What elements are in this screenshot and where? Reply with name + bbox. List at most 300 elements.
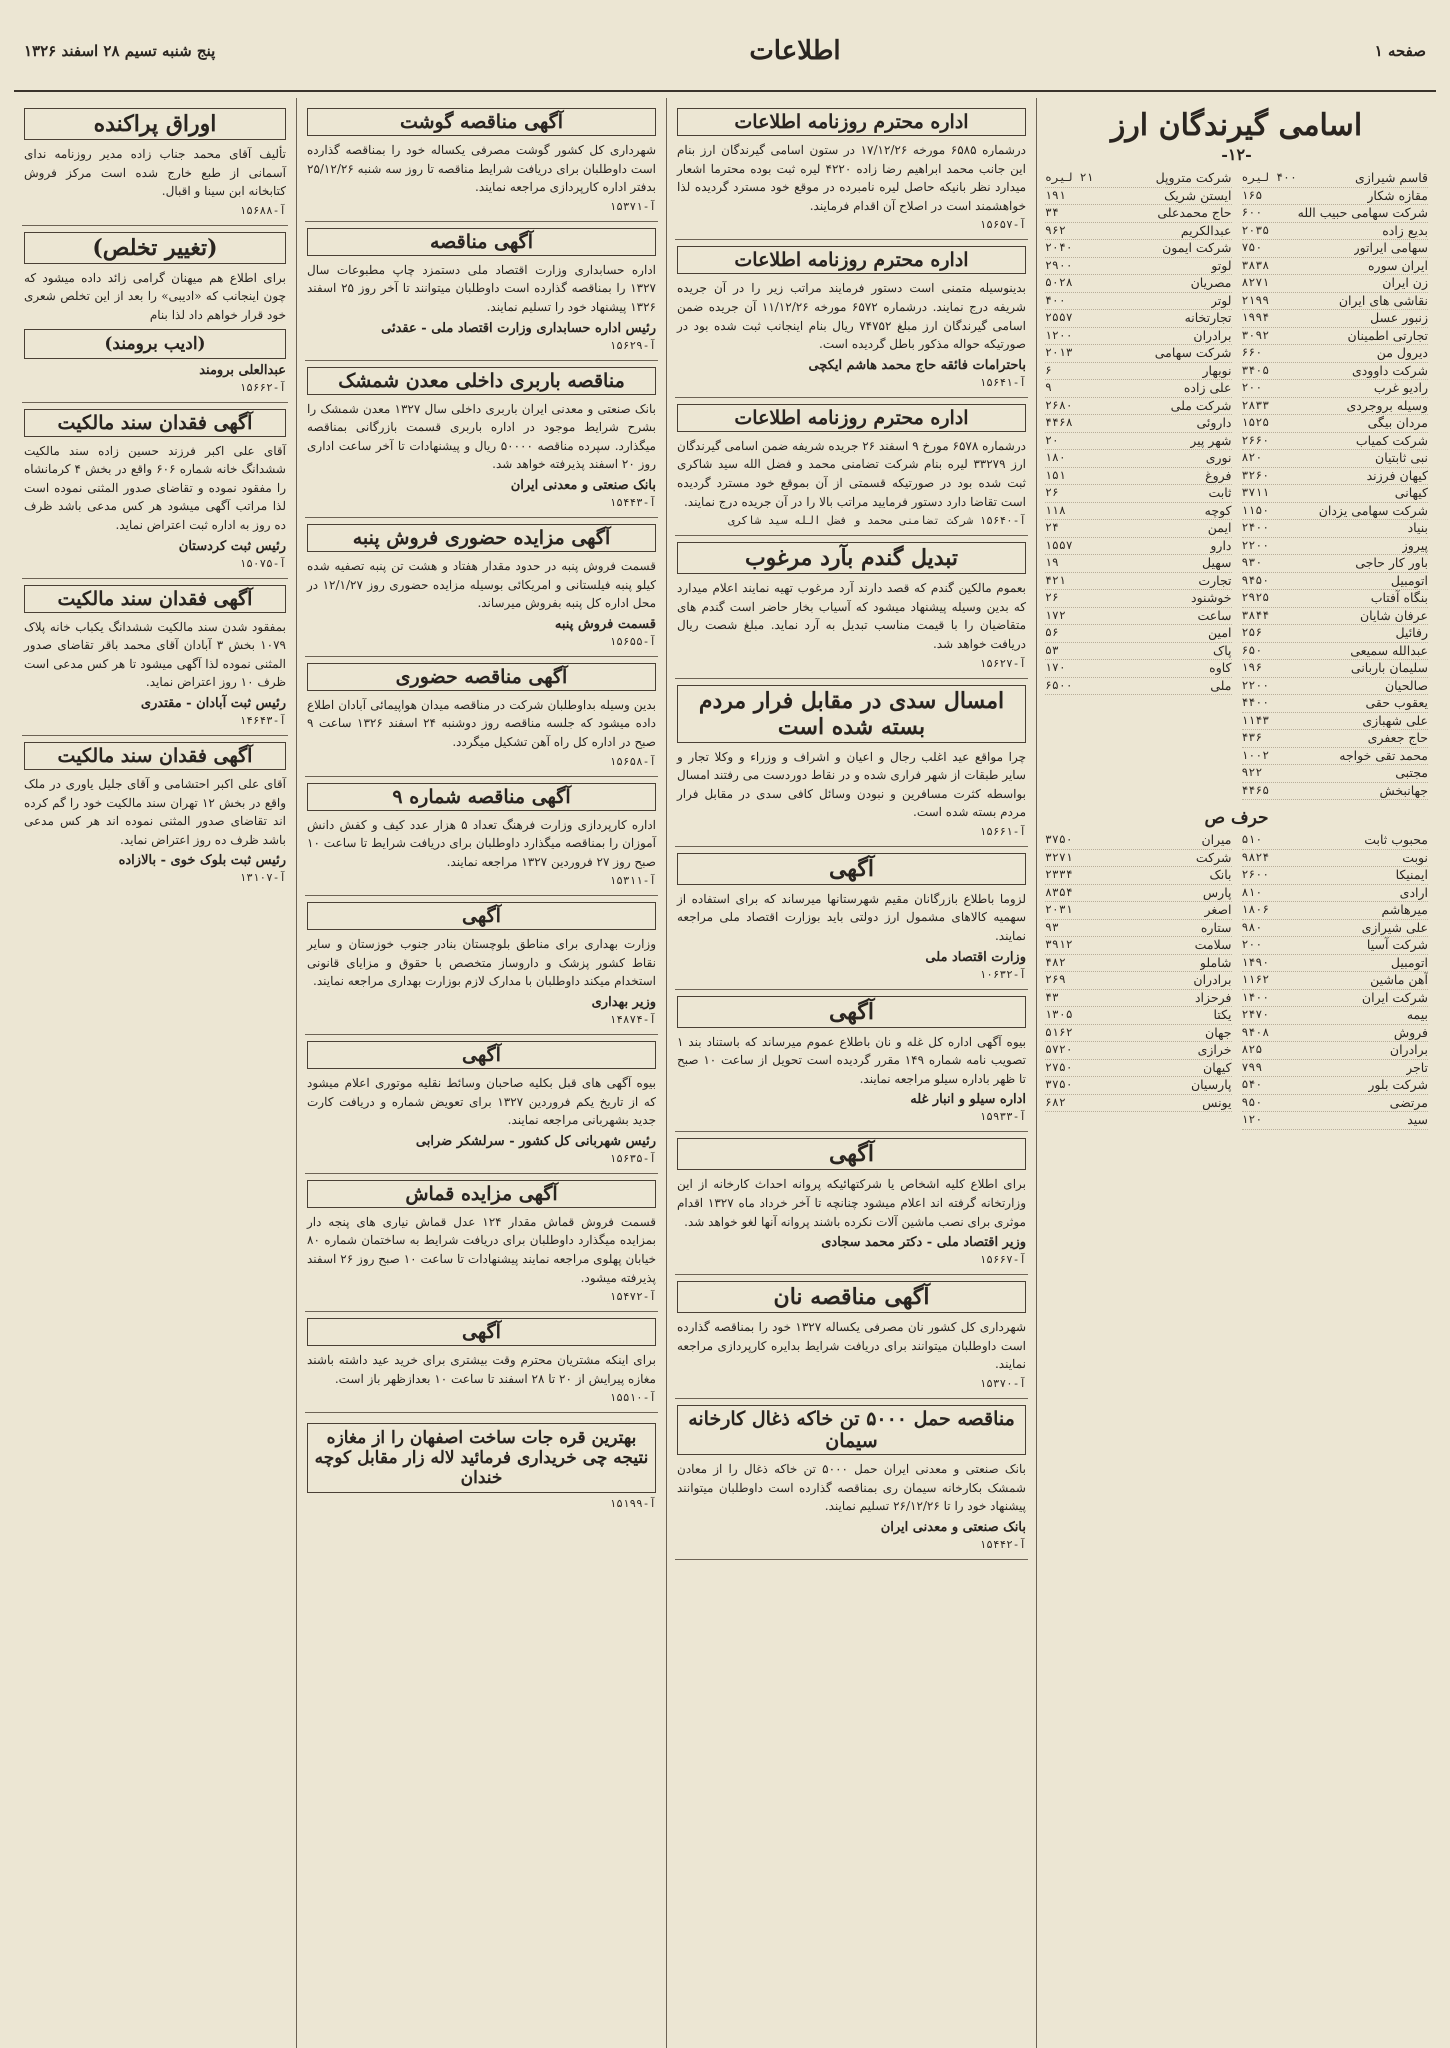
ledger-row — [1045, 608, 1232, 626]
recipient-amount: ۲۲۰۰ — [1241, 677, 1270, 692]
recipient-name: شرکت سهامی — [1154, 345, 1232, 360]
ad-title: آگهی مناقصه شماره ۹ — [307, 783, 656, 811]
ledger-row — [1045, 275, 1232, 293]
recipient-amount: ۵۴۰ — [1241, 1077, 1263, 1091]
recipient-name: ایمنیکا — [1395, 867, 1428, 882]
recipient-amount: ۱۹۶ — [1241, 660, 1263, 674]
recipient-name: قاسم شیرازی — [1355, 170, 1428, 185]
recipient-amount: ۲۰۳۵ — [1241, 222, 1270, 237]
ad-body: بیوه آگهی های قبل بکلیه صاحبان وسائط نقلیه موتوری اعلام میشود که از تاریخ یکم فروردین ۱۳۲۷ برای تعویض شماره و دریافت کارت جدید بشهربانی مراجعه نمایند. — [307, 1076, 656, 1128]
ledger-row — [1242, 240, 1429, 258]
ad-ref: آ-۱۵۶۳۵ — [609, 1151, 656, 1165]
ad-title: آگهی — [677, 853, 1026, 885]
recipient-name: خوشنود — [1191, 590, 1232, 605]
ledger-row — [1045, 398, 1232, 416]
ad-body: برای اطلاع هم میهنان گرامی زائد داده میشود که چون اینجانب که «ادیبی» را بعد از این تخلص شعری خود قرار خواهم داد لذا بنام — [24, 270, 286, 322]
recipient-name: جهانبخش — [1379, 782, 1428, 798]
ad-ref: آ-۱۵۴۷۲ — [609, 1290, 656, 1304]
recipient-name: بانک — [1209, 867, 1232, 882]
recipient-amount: ۹۸۰ — [1241, 919, 1263, 934]
ad-ref: آ-۱۵۳۷۱ — [609, 199, 656, 213]
recipient-name: شرکت کمیاب — [1355, 432, 1428, 448]
recipient-amount: ۱۴۰۰ — [1241, 989, 1270, 1004]
recipient-name: شرکت سهامی یزدان — [1318, 502, 1428, 518]
notice-ad — [22, 226, 288, 403]
ledger-row — [1242, 468, 1429, 486]
recipient-amount: ۱۲۰۰ — [1045, 327, 1073, 342]
recipient-amount: ۹۸۲۴ — [1241, 849, 1270, 864]
recipient-name: شهر پیر — [1190, 432, 1232, 448]
notice-ad — [675, 679, 1028, 847]
recipient-amount: ۴۳ — [1045, 989, 1059, 1004]
ad-ref: آ-۱۵۶۵۸ — [609, 754, 656, 768]
ad-sign: رئیس ثبت کردستان — [178, 538, 286, 554]
recipient-amount: ۲۴۷۰ — [1241, 1007, 1270, 1021]
recipient-name: برادران — [1193, 327, 1232, 343]
ad-title: آگهی — [677, 996, 1026, 1028]
ledger-row — [1045, 1077, 1232, 1095]
notice-ad — [675, 847, 1028, 990]
ledger-row — [1045, 258, 1232, 276]
ads-column-2 — [666, 98, 1036, 2048]
recipient-amount: ۲۰۴۰ — [1045, 240, 1073, 254]
ad-sign: رئیس ثبت آبادان - مقتدری — [140, 695, 286, 711]
recipient-name: مقازه شکار — [1367, 187, 1428, 203]
ledger-row — [1242, 223, 1429, 241]
ledger-row — [1045, 678, 1232, 696]
recipient-amount: ۱۱۶۲ — [1241, 972, 1270, 986]
recipient-name: بدیع زاده — [1382, 222, 1428, 238]
recipient-name: نوبت — [1402, 849, 1428, 865]
section-heading: حرف ص — [1204, 808, 1269, 828]
recipient-amount: ۳۸۳۸ — [1241, 257, 1270, 272]
recipient-amount: ۱۸۰ — [1045, 450, 1066, 464]
ledger-row — [1045, 468, 1232, 486]
notice-ad — [675, 1399, 1028, 1560]
ledger-row — [1045, 1025, 1232, 1043]
ledger-row — [1242, 310, 1429, 328]
ledger-row — [1242, 170, 1429, 188]
ledger-row — [1242, 1112, 1429, 1130]
recipient-amount: ۹۶۲ — [1045, 222, 1066, 237]
recipient-amount: ۴۳۶ — [1241, 730, 1263, 744]
notice-ad — [305, 1035, 658, 1174]
recipient-name: علی شهبازی — [1362, 712, 1428, 728]
recipient-amount: ۱۵۵۷ — [1045, 537, 1073, 552]
ad-sign: رئیس شهربانی کل کشور - سرلشکر ضرابی — [415, 1133, 656, 1149]
ledger-row — [1242, 433, 1429, 451]
ad-body: بانک صنعتی و معدنی ایران باربری داخلی سال ۱۳۲۷ معدن شمشک را بشرح شرایط موجود در اداره باربری قسمت بازرگانی بمناقصه میگذارد. سپرده مناقصه ۵۰۰۰۰ ریال و پیشنهادات تا آخر ساعت اداری روز ۲۰ اسفند پذیرفته خواهد شد. — [307, 401, 656, 472]
ledger-row — [1242, 590, 1429, 608]
recipient-amount: ۳۷۵۰ — [1045, 832, 1073, 846]
ad-title: تبدیل گندم بآرد مرغوب — [677, 542, 1026, 574]
masthead — [14, 12, 1436, 92]
currency-title: اسامی گیرندگان ارز — [1110, 108, 1363, 143]
notice-ad — [22, 736, 288, 892]
notice-ad — [22, 102, 288, 226]
recipient-amount: ۲۱۹۹ — [1241, 292, 1270, 307]
ledger-row — [1242, 1095, 1429, 1113]
ledger-row — [1045, 293, 1232, 311]
ledger-row — [1242, 660, 1429, 678]
recipient-amount: ۲۰۰ — [1241, 380, 1263, 394]
ad-body: درشماره ۶۵۸۵ مورخه ۱۷/۱۲/۲۶ در ستون اسامی گیرندگان ارز بنام این جانب محمد ابراهیم رضا زاده ۴۲۲۰ لیره ثبت بوده محترما اشعار میدارد نظر بانیکه حاصل لیره نامبرده در موقع خود مسترد گردیده لذا خواهشمند است در اصلاح آن اقدام فرمایند. — [677, 143, 1027, 213]
ledger-row — [1242, 503, 1429, 521]
recipient-name: سلیمان باربانی — [1350, 660, 1428, 675]
ad-ref: آ-۱۵۶۵۵ — [609, 634, 656, 648]
recipient-amount: ۲۳۳۴ — [1045, 867, 1073, 881]
notice-ad — [305, 896, 658, 1035]
recipient-amount: ۴۰۰ لیره — [1241, 170, 1297, 184]
recipient-name: پارسیان — [1190, 1077, 1232, 1092]
recipient-amount: ۳۲۷۱ — [1045, 849, 1073, 864]
ledger-row — [1242, 363, 1429, 381]
recipient-amount: ۲۴۰۰ — [1241, 520, 1270, 534]
ad-ref: آ-۱۵۶۵۷ — [979, 218, 1026, 232]
ledger-row — [1242, 730, 1429, 748]
notice-ad — [675, 1275, 1028, 1399]
recipient-amount: ۳۹۱۲ — [1045, 937, 1073, 951]
ledger-row — [1242, 1042, 1429, 1060]
recipient-name: اصغر — [1204, 902, 1232, 917]
recipient-name: پیروز — [1401, 537, 1428, 553]
recipient-name: مرتضی — [1389, 1094, 1428, 1110]
recipient-name: ملی — [1210, 677, 1232, 693]
recipient-amount: ۱۱۴۳ — [1241, 712, 1270, 727]
recipient-amount: ۱۷۲ — [1045, 607, 1066, 622]
recipient-name: لوتو — [1211, 257, 1232, 273]
recipient-amount: ۵۱۰ — [1241, 832, 1263, 846]
ad-sign: قسمت فروش پنبه — [554, 616, 656, 632]
ledger-row — [1242, 850, 1429, 868]
page-label: صفحه ۱ — [1374, 42, 1426, 60]
ledger-row — [1045, 1007, 1232, 1025]
notice-ad — [675, 536, 1028, 678]
recipient-name: تاجر — [1406, 1059, 1428, 1075]
ad-sign: وزارت اقتصاد ملی — [925, 949, 1026, 965]
ad-sign: بانک صنعتی و معدنی ایران — [880, 1519, 1026, 1535]
recipient-name: داروئی — [1196, 415, 1232, 430]
ledger-row — [1045, 345, 1232, 363]
ledger-row — [1045, 223, 1232, 241]
ad-title: آگهی فقدان سند مالکیت — [24, 585, 286, 613]
recipient-name: شرکت سهامی حبیب الله — [1297, 205, 1428, 220]
recipient-name: اتومبیل — [1390, 572, 1428, 588]
notice-ad — [305, 1174, 658, 1312]
ledger-row — [1045, 643, 1232, 661]
ledger-row — [1242, 258, 1429, 276]
recipient-name: شاملو — [1199, 954, 1232, 970]
ledger-row — [1045, 555, 1232, 573]
recipient-amount: ۱۰۰۲ — [1241, 747, 1270, 762]
recipient-name: امین — [1208, 625, 1232, 640]
recipient-amount: ۲۰۰ — [1241, 937, 1263, 951]
recipient-name: ثابت — [1208, 485, 1232, 500]
recipient-amount: ۱۸۰۶ — [1241, 902, 1270, 916]
ledger-row — [1242, 345, 1429, 363]
recipient-amount: ۵۱۶۲ — [1045, 1024, 1073, 1039]
ledger-row — [1045, 850, 1232, 868]
recipient-amount: ۶۸۲ — [1045, 1094, 1066, 1109]
ledger-row — [1242, 275, 1429, 293]
recipient-amount: ۱۳۰۵ — [1045, 1007, 1073, 1021]
ad-body: درشماره ۶۵۷۸ مورخ ۹ اسفند ۲۶ جریده شریفه ضمن اسامی گیرندگان ارز ۳۳۲۷۹ لیره بنام شرکت تضامنی محمد و فضل الله سید شاکری ثبت شده بود در صورتیکه قسمتی از آن بموقع خود مسترد گردیده است تقاضا دارد دستور فرمایید مراتب بالا را در آن جریده درج نمایند. — [677, 438, 1026, 509]
recipient-amount: ۴۲۱ — [1045, 572, 1066, 587]
recipient-amount: ۲۰۱۳ — [1045, 345, 1073, 359]
recipient-name: یکتا — [1213, 1007, 1232, 1022]
recipient-name: تجارتخانه — [1184, 310, 1232, 325]
recipient-amount: ۱۲۰ — [1241, 1112, 1263, 1126]
ad-body: لزوما باطلاع بازرگانان مقیم شهرستانها میرساند که برای استفاده از سهمیه کالاهای مشمول ارز دولتی باید بوزارت اقتصاد ملی مراجعه نمایند. — [677, 891, 1026, 944]
ledger-row — [1242, 937, 1429, 955]
ad-title: اداره محترم روزنامه اطلاعات — [677, 246, 1026, 274]
ad-body: اداره کارپردازی وزارت فرهنگ تعداد ۵ هزار عدد کیف و کفش دانش آموزان را بمناقصه میگذارد داوطلبان برای دریافت شرایط تا ساعت ۱۰ صبح روز ۲۷ فروردین ۱۳۲۷ مراجعه نمایند. — [307, 817, 656, 869]
notice-ad — [675, 102, 1028, 240]
ad-body: قسمت فروش قماش مقدار ۱۲۴ عدل قماش نیاری های پنجه دار بمزایده میگذارد داوطلبان برای دریافت شرایط به ساختمان شماره ۸۰ خیابان پهلوی مراجعه نمایند پیشنهادات تا ساعت ۱۰ صبح روز ۲۶ اسفند پذیرفته میشود. — [307, 1214, 657, 1285]
ad-ref: آ-۱۵۳۷۰ — [979, 1377, 1026, 1390]
ad-ref: آ-۱۵۳۱۱ — [609, 874, 656, 888]
recipient-amount: ۹۴۰۸ — [1241, 1024, 1270, 1039]
recipient-name: حاج جعفری — [1367, 730, 1428, 745]
ledger-row — [1045, 990, 1232, 1008]
recipient-amount: ۹۲۲ — [1241, 765, 1263, 779]
recipient-name: بنیاد — [1407, 520, 1428, 535]
recipient-amount: ۳۴ — [1045, 205, 1059, 219]
ad-ref: آ-۱۳۱۰۷ — [239, 871, 286, 885]
columns — [14, 98, 1436, 2048]
ledger-row — [1242, 485, 1429, 503]
ad-body: آقای علی اکبر فرزند حسین زاده سند مالکیت ششدانگ خانه شماره ۶۰۶ واقع در بخش ۴ کرمانشاه را مفقود نموده و تقاضای صدور المثنی نموده است لذا مراتب آگهی میشود هر کس مدعی باشد ظرف ده روز به اداره ثبت اعتراض نماید. — [24, 443, 286, 532]
ad-body: چرا مواقع عید اغلب رجال و اعیان و اشراف و وزراء و وکلا تجار و سایر طبقات از شهر فراری شده و در نقاط دوردست می رفتند امسال بواسطه کثرت مسافرین و نبودن وسائل کافی سدی در مقابل فرار مردم بسته شده است. — [677, 749, 1026, 820]
ad-body: قسمت فروش پنبه در حدود مقدار هفتاد و هشت تن پنبه تصفیه شده کیلو پنبه فیلستانی و امریکائی بوسیله مزایده حضوری روز ۱۲/۱/۲۷ در محل اداره کل پنبه بفروش میرساند. — [307, 558, 656, 611]
recipient-name: پاک — [1213, 642, 1232, 658]
ad-ref: آ-۱۵۶۶۲ — [239, 380, 286, 394]
ledger-row — [1242, 695, 1429, 713]
recipient-amount: ۱۷۰ — [1045, 660, 1066, 674]
currency-number: -۱۲- — [1221, 145, 1252, 164]
ledger-row — [1045, 867, 1232, 885]
recipient-name: کیهانی — [1394, 485, 1428, 500]
highlight-name: (ادیب برومند) — [24, 329, 286, 359]
recipient-name: سید — [1407, 1112, 1428, 1127]
recipient-amount: ۹۴۵۰ — [1241, 572, 1270, 587]
ledger-row — [1045, 240, 1232, 258]
ad-title: اوراق پراکنده — [24, 108, 286, 140]
recipient-amount: ۳۸۴۴ — [1241, 607, 1270, 622]
recipient-name: شرکت — [1195, 849, 1232, 865]
recipient-name: میران — [1201, 832, 1232, 847]
ads-column-3 — [296, 98, 666, 2048]
recipient-name: آهن ماشین — [1370, 972, 1428, 987]
recipient-name: برادران — [1389, 1042, 1428, 1057]
recipient-amount: ۹۳ — [1045, 919, 1059, 934]
ledger-row — [1045, 590, 1232, 608]
ledger-row — [1242, 1025, 1429, 1043]
recipient-amount: ۳۰۹۲ — [1241, 327, 1270, 342]
recipient-name: شرکت ملی — [1170, 397, 1232, 413]
recipient-name: زنبور عسل — [1370, 310, 1428, 325]
recipient-name: بیمه — [1406, 1007, 1428, 1022]
recipient-amount: ۲۶ — [1045, 485, 1059, 499]
ad-ref: آ-۱۵۵۱۰ — [609, 1391, 656, 1405]
ledger-row — [1045, 902, 1232, 920]
recipient-name: شرکت داوودی — [1351, 362, 1428, 378]
recipient-name: جهان — [1205, 1024, 1232, 1040]
ad-body: بیوه آگهی اداره کل غله و نان باطلاع عموم میرساند که باستناد بند ۱ تصویب نامه شماره ۱۴۹ مقرر گردیده است تحویل از ساعت ۱۰ صبح تا ظهر باداره سیلو مراجعه نمایند. — [677, 1034, 1026, 1086]
recipient-name: مصریان — [1190, 275, 1232, 290]
recipient-amount: ۵۶ — [1045, 625, 1059, 639]
ledger-row — [1242, 972, 1429, 990]
recipient-name: علی زاده — [1183, 380, 1232, 395]
ad-title: آگهی مناقصه نان — [677, 1281, 1026, 1313]
recipient-amount: ۴۴۶۵ — [1241, 782, 1270, 797]
ledger-row — [1242, 643, 1429, 661]
ad-body: وزارت بهداری برای مناطق بلوچستان بنادر جنوب خوزستان و سایر نقاط کشور پزشک و داروساز متخصص با حقوق و مزایای قانونی استخدام میکند داوطلبان با مدارک لازم بوزارت بهداری مراجعه نمایند. — [307, 937, 656, 989]
recipient-name: یونس — [1202, 1094, 1232, 1110]
ledger-row — [1242, 380, 1429, 398]
recipient-name: مردان بیگی — [1367, 415, 1428, 430]
recipient-name: علی شیرازی — [1361, 919, 1428, 935]
ledger-row — [1045, 415, 1232, 433]
recipient-amount: ۲۵۶ — [1241, 625, 1263, 639]
currency-main-list — [1242, 170, 1429, 800]
ledger-row — [1045, 520, 1232, 538]
ledger-row — [1045, 503, 1232, 521]
recipient-amount: ۲۴ — [1045, 520, 1059, 534]
recipient-name: سهیل — [1202, 555, 1232, 570]
ledger-row — [1242, 885, 1429, 903]
recipient-amount: ۸۳۵۴ — [1045, 884, 1073, 899]
date-line: پنج شنبه تسیم ۲۸ اسفند ۱۳۲۶ — [24, 42, 216, 60]
recipient-amount: ۳۷۱۱ — [1241, 485, 1270, 499]
recipient-name: محمد تقی خواجه — [1339, 747, 1428, 763]
ledger-row — [1045, 363, 1232, 381]
recipient-amount: ۲۱ لیره — [1045, 170, 1094, 184]
ad-body: بعموم مالکین گندم که قصد دارند آرد مرغوب تهیه نمایند اعلام میدارد که بدین وسیله پیشنهاد میشود که آسیاب بخار حاضر است گندم های متقاضیان را با قیمت مناسب تبدیل به آرد نماید. مبلغ شصت ریال دریافت خواهد شد. — [677, 581, 1026, 651]
ledger-row — [1242, 608, 1429, 626]
recipient-name: فرحزاد — [1194, 989, 1232, 1005]
ledger-row — [1242, 538, 1429, 556]
ledger-row — [1045, 538, 1232, 556]
ledger-row — [1242, 573, 1429, 591]
ledger-row — [1045, 832, 1232, 850]
ad-sign: عبدالعلی برومند — [199, 362, 286, 378]
ledger-row — [1242, 328, 1429, 346]
ledger-row — [1045, 1095, 1232, 1113]
recipient-amount: ۱۵۱ — [1045, 467, 1066, 482]
currency-ledger — [1045, 170, 1428, 800]
ledger-row — [1242, 555, 1429, 573]
ad-body: برای اطلاع کلیه اشخاص یا شرکتهائیکه پروانه احداث کارخانه از این وزارتخانه گرفته اند اعلام میشود چنانچه تا آخر خرداد ماه ۱۳۲۷ اقدام موثری برای نصب ماشین آلات نکرده باشند پروانه آنها لغو خواهد شد. — [677, 1177, 1027, 1229]
recipient-amount: ۴۴۰۰ — [1241, 695, 1270, 709]
recipient-amount: ۱۹۹۴ — [1241, 310, 1270, 324]
recipient-amount: ۱۴۹۰ — [1241, 954, 1270, 969]
ledger-row — [1045, 920, 1232, 938]
notice-ad — [675, 398, 1028, 536]
recipient-amount: ۲۶۰۰ — [1241, 867, 1270, 881]
ad-title: آگهی مناقصه حضوری — [307, 663, 656, 691]
recipient-amount: ۲۰۳۱ — [1045, 902, 1073, 916]
recipient-name: لوتر — [1210, 292, 1232, 308]
ad-title: آگهی مزایده قماش — [307, 1180, 656, 1208]
recipient-amount: ۶۵۰۰ — [1045, 677, 1073, 692]
ledger-row — [1242, 955, 1429, 973]
recipient-amount: ۹ — [1045, 380, 1052, 394]
recipient-amount: ۸۲۷۱ — [1241, 275, 1270, 289]
notice-ad — [22, 579, 288, 736]
ledger-row — [1242, 920, 1429, 938]
ad-title: آگهی — [677, 1138, 1026, 1170]
notice-ad — [675, 1132, 1028, 1275]
ledger-row — [1242, 783, 1429, 801]
ad-ref: آ-۱۵۹۳۳ — [979, 1110, 1026, 1124]
notice-ad — [305, 361, 658, 518]
recipient-amount: ۱۶۵ — [1241, 187, 1263, 202]
recipient-name: مجتبی — [1395, 765, 1428, 780]
ad-title: آگهی — [307, 1041, 656, 1069]
ledger-row — [1242, 398, 1429, 416]
recipient-name: وسیله بروجردی — [1346, 397, 1428, 413]
ledger-row — [1242, 1007, 1429, 1025]
recipient-amount: ۴۸۲ — [1045, 954, 1066, 969]
recipient-name: نوبهار — [1202, 362, 1232, 378]
ledger-row — [1242, 1077, 1429, 1095]
ledger-row — [1242, 867, 1429, 885]
ledger-row — [1045, 937, 1232, 955]
recipient-amount: ۲۶ — [1045, 590, 1059, 604]
ledger-row — [1242, 1060, 1429, 1078]
paper-name: اطلاعات — [749, 36, 841, 66]
notice-ad — [305, 1413, 658, 1518]
ledger-row — [1045, 573, 1232, 591]
recipient-name: تجارت — [1198, 572, 1232, 588]
ad-title: اداره محترم روزنامه اطلاعات — [677, 404, 1026, 432]
ad-body: بمفقود شدن سند مالکیت ششدانگ یکباب خانه پلاک ۱۰۷۹ بخش ۳ آبادان آقای محمد باقر تقاضای صدور المثنی نموده لذا آگهی میشود تا هر کس مدعی است ظرف ۱۰ روز اعتراض نماید. — [24, 619, 286, 690]
recipient-amount: ۱۵۲۵ — [1241, 415, 1270, 429]
ad-title: آگهی — [307, 1318, 656, 1346]
recipient-name: دیرول من — [1376, 345, 1428, 360]
recipient-name: تجارتی اطمینان — [1347, 327, 1428, 343]
recipient-name: عرفان شایان — [1359, 607, 1428, 623]
ledger-row — [1242, 990, 1429, 1008]
recipient-name: محبوب ثابت — [1364, 832, 1428, 847]
ad-sign: رئیس اداره حسابداری وزارت اقتصاد ملی - عقدئی — [381, 320, 656, 336]
ledger-row — [1045, 1060, 1232, 1078]
notice-ad — [305, 657, 658, 777]
ledger-row — [1242, 450, 1429, 468]
ledger-row — [1242, 902, 1429, 920]
notice-ad — [675, 240, 1028, 397]
recipient-name: شرکت آسیا — [1366, 937, 1428, 952]
recipient-amount: ۲۰ — [1045, 432, 1059, 447]
recipient-amount: ۷۵۰ — [1241, 240, 1263, 254]
ad-title: (تغییر تخلص) — [24, 232, 286, 264]
ad-ref: آ-۱۵۴۴۲ — [979, 1537, 1026, 1551]
recipient-name: ایران سوره — [1368, 257, 1428, 273]
ledger-row — [1045, 625, 1232, 643]
ad-sign: وزیر بهداری — [591, 995, 656, 1011]
recipient-amount: ۸۲۵ — [1241, 1042, 1263, 1056]
recipient-name: شرکت ایران — [1361, 989, 1428, 1005]
ad-body: برای اینکه مشتریان محترم وقت بیشتری برای خرید عید داشته باشند مغازه پیرایش از ۲۰ تا ۲۸ اسفند تا ساعت ۱۰ بعدازظهر باز است. — [307, 1353, 656, 1386]
currency-tail-list — [1045, 832, 1428, 1130]
ad-ref: آ-۱۵۰۷۵ — [239, 556, 286, 570]
ledger-row — [1242, 832, 1429, 850]
recipient-name: شرکت بلور — [1368, 1077, 1428, 1092]
ad-ref: آ-۱۴۶۴۳ — [239, 713, 286, 727]
recipient-name: نبی ثابتیان — [1375, 450, 1428, 465]
ad-ref: آ-۱۵۴۴۳ — [609, 495, 656, 509]
